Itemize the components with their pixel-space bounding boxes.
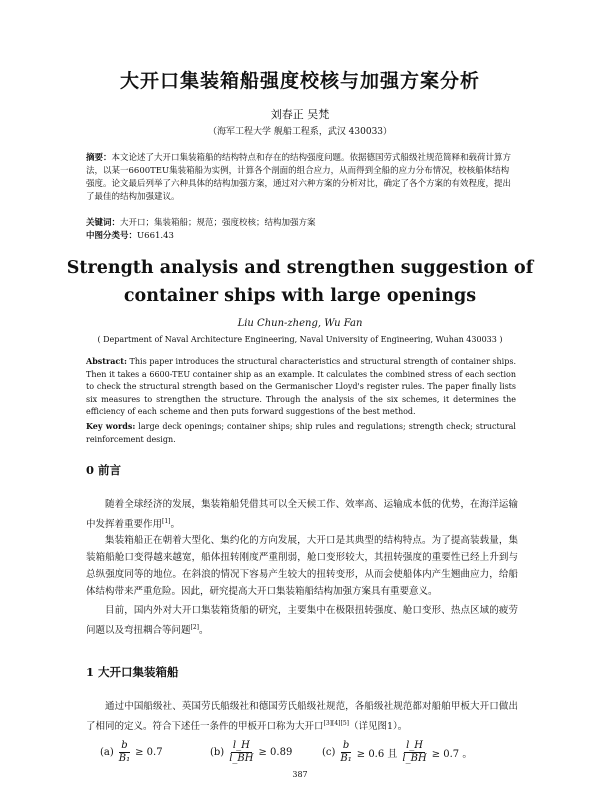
section-0-paragraph-2: 集装箱船正在朝着大型化、集约化的方向发展，大开口是其典型的结构特点。为了提高装载量，集装箱船舱口变得越来越宽，船体扭转刚度严重削弱，舱口变形较大，其扭转强度的重要性已经上升到与总纵强度同等的地位。在斜浪的情况下容易产生较大的扭转变形，从而会使船体内产生翘曲应力，给船体结构带来严重危险。因此，研究提高大开口集装箱船结构加强方案具有重要意义。: [86, 535, 518, 597]
section-0-p3-text: 目前，国内外对大开口集装箱货船的研究，主要集中在极限扭转强度、舱口变形、热点区域的疲劳问题以及弯扭耦合等问题: [86, 605, 518, 637]
formula-c: [322, 740, 472, 765]
section-0-paragraph-1: [86, 496, 518, 533]
formula-b: [210, 740, 292, 765]
formula-b-relation: ≥ 0.89: [258, 747, 293, 758]
section-1-p1-text: 通过中国船级社、英国劳氏船级社和德国劳氏船级社规范，各船级社规范都对船舶甲板大开口做出了相同的定义。符合下述任一条件的甲板开口称为大开口: [86, 701, 518, 733]
abstract-en-label: Abstract:: [86, 356, 127, 366]
citation-2: [2]: [190, 624, 200, 631]
clc-cn: [86, 230, 516, 243]
keywords-en: [86, 420, 516, 446]
section-0-paragraph-3: [86, 602, 518, 639]
formula-c-denominator-1: B₁: [340, 753, 352, 764]
formula-a: [100, 740, 163, 765]
section-0-p1-end: 。: [170, 519, 181, 531]
formula-c-label: (c): [322, 747, 336, 758]
formula-c-relation-1: ≥ 0.6 且: [356, 749, 398, 760]
formula-c-numerator-1: b: [342, 740, 350, 751]
section-1-p1-end: （详见图1）。: [349, 721, 408, 733]
formula-a-denominator: B₁: [118, 753, 131, 764]
authors-en: Liu Chun-zheng, Wu Fan: [237, 318, 363, 329]
keywords-en-text: large deck openings; container ships; ship rules and regulations; strength check; structural reinforcement design.: [86, 422, 516, 444]
clc-cn-label: 中图分类号：: [86, 231, 138, 241]
section-0-p3-end: 。: [199, 625, 209, 637]
keywords-cn-text: 大开口；集装箱船；规范；强度校核；结构加强方案: [120, 218, 316, 228]
formula-b-label: (b): [210, 747, 225, 758]
formula-c-denominator-2: l_BH: [402, 753, 427, 764]
section-1-heading: 1 大开口集装箱船: [86, 665, 179, 679]
abstract-en: [86, 355, 516, 419]
abstract-cn-label: 摘要：: [86, 153, 112, 163]
formula-a-relation: ≥ 0.7: [135, 747, 163, 758]
formula-a-numerator: b: [121, 740, 128, 751]
abstract-cn-text: 本文论述了大开口集装箱船的结构特点和存在的结构强度问题。依据德国劳式船级社规范简释和载荷计算方法，以某一6600TEU集装箱船为实例，计算各个剖面的组合应力，从而得到全船的应力分布情况，校核船体结构强度。论文最后列举了六种具体的结构加强方案，通过对六种方案的分析对比，确定了各个方案的有效程度，提出了最佳的结构加强建议。: [86, 153, 512, 202]
citation-1: [1]: [162, 518, 171, 525]
authors-cn: 刘春正 吴梵: [270, 108, 330, 121]
formula-c-numerator-2: l_H: [406, 740, 423, 751]
formula-b-numerator: l_H: [232, 740, 250, 751]
affiliation-cn: （海军工程大学 舰船工程系，武汉 430033）: [207, 127, 393, 137]
section-0-p1-text: 随着全球经济的发展，集装箱船凭借其可以全天候工作、效率高、运输成本低的优势，在海洋运输中发挥着重要作用: [86, 499, 518, 531]
keywords-cn: [86, 217, 516, 230]
abstract-cn: [86, 152, 516, 204]
clc-cn-text: U661.43: [137, 231, 174, 241]
paper-title-cn: 大开口集装箱船强度校核与加强方案分析: [119, 70, 480, 92]
section-1-paragraph-1: [86, 698, 518, 735]
formula-b-denominator: l_BH: [229, 753, 254, 764]
affiliation-en: ( Department of Naval Architecture Engineering, Naval University of Engineering, Wuhan 430033 ): [97, 335, 503, 344]
formula-a-fraction: [117, 740, 132, 765]
formula-c-fraction-2: [400, 740, 428, 765]
citation-3-5: [3][4][5]: [323, 720, 350, 727]
section-0-heading: 0 前言: [86, 463, 122, 477]
formula-c-fraction-1: [338, 740, 353, 765]
formula-b-fraction: [227, 740, 255, 765]
paper-title-en: Strength analysis and strengthen suggestion of container ships with large openings: [66, 258, 534, 306]
abstract-en-text: This paper introduces the structural characteristics and structural strength of container ships. Then it takes a 6600-TEU container ship as an example. It calculates the combined stress of each section to check the structural strength based on the Germanischer Lloyd's register rules. The paper finally lists six measures to strengthen the structure. Through the analysis of the six schemes, it determines the efficiency of each scheme and then puts forward suggestions of the best method.: [86, 357, 516, 416]
keywords-cn-label: 关键词：: [86, 218, 121, 228]
page-number: 387: [292, 770, 308, 779]
formula-a-label: (a): [100, 747, 114, 758]
keywords-en-label: Key words:: [86, 421, 136, 431]
formula-c-relation-2: ≥ 0.7 。: [431, 749, 473, 760]
